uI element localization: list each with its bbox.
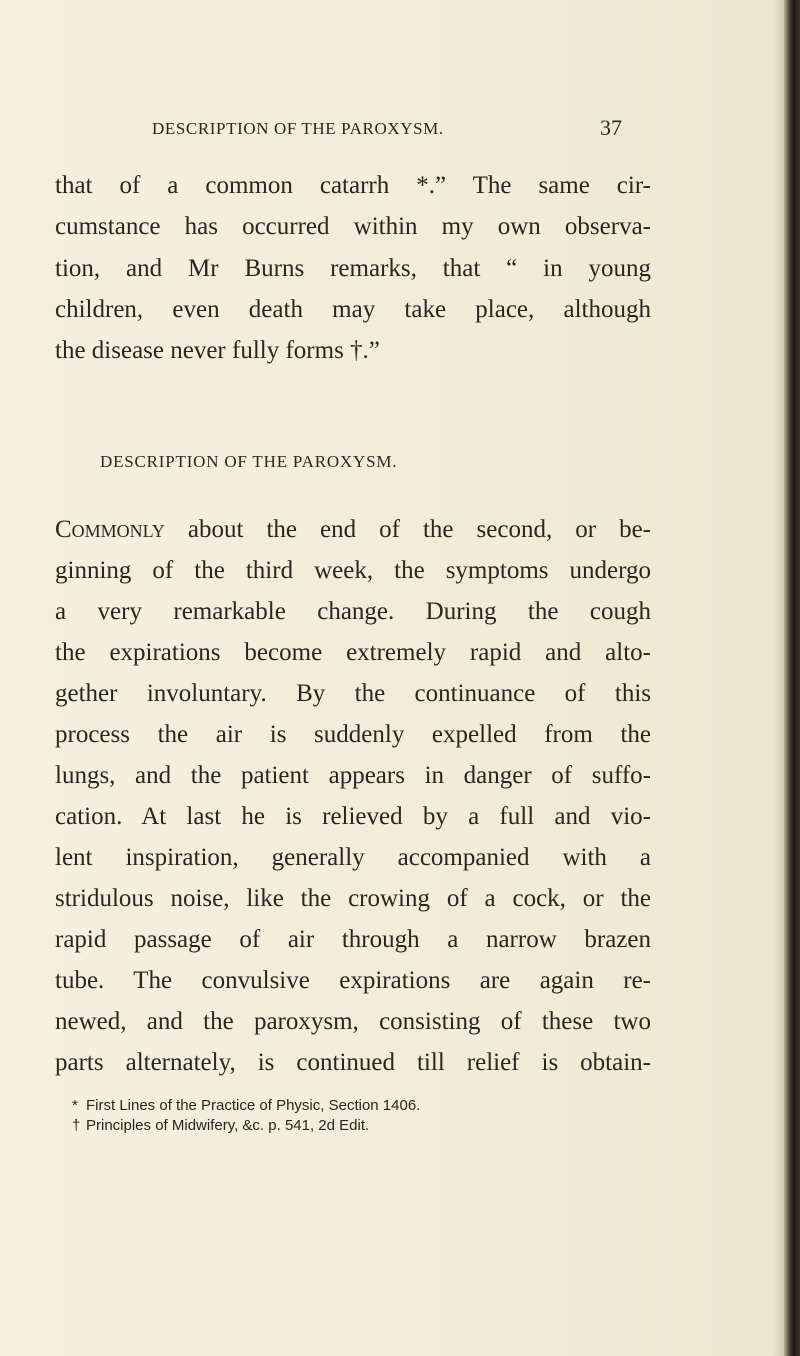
text-line: lungs, and the patient appears in danger of suffo- <box>55 762 651 789</box>
page-number: 37 <box>600 115 622 140</box>
footnote-text: Principles of Midwifery, &c. p. 541, 2d Edit. <box>86 1117 370 1134</box>
footnote-mark: † <box>72 1117 81 1134</box>
section-heading: DESCRIPTION OF THE PAROXYSM. <box>100 452 398 471</box>
footnote <box>72 1096 652 1116</box>
text-line-first <box>55 515 651 545</box>
text-line: ginning of the third week, the symptoms undergo <box>55 557 651 584</box>
text-line: parts alternately, is continued till relief is obtain- <box>55 1049 651 1076</box>
text-line: rapid passage of air through a narrow brazen <box>55 926 651 953</box>
text-line: process the air is suddenly expelled from the <box>55 721 651 748</box>
text-line: newed, and the paroxysm, consisting of these two <box>55 1008 651 1035</box>
text-line: the disease never fully forms †.” <box>55 337 380 364</box>
text-line: cation. At last he is relieved by a full and vio- <box>55 803 651 830</box>
book-spine-edge <box>784 0 800 1356</box>
gutter-shadow <box>772 0 784 1356</box>
footnote <box>72 1116 652 1136</box>
text-line: cumstance has occurred within my own observa- <box>55 213 651 240</box>
text-line: tube. The convulsive expirations are again re- <box>55 967 651 994</box>
text-line: that of a common catarrh *.” The same cir- <box>55 172 651 199</box>
text-line: the expirations become extremely rapid and alto- <box>55 639 651 666</box>
footnote-text: First Lines of the Practice of Physic, Section 1406. <box>86 1097 421 1114</box>
text-line: tion, and Mr Burns remarks, that “ in young <box>55 255 651 282</box>
footnotes <box>72 1096 652 1136</box>
footnote-mark: * <box>72 1097 78 1114</box>
drop-word: Commonly <box>55 516 165 543</box>
text-line: a very remarkable change. During the cough <box>55 598 651 625</box>
first-line-rest: about the end of the second, or be- <box>164 516 651 543</box>
page-header <box>0 117 800 141</box>
text-line: stridulous noise, like the crowing of a cock, or the <box>55 885 651 912</box>
text-line: gether involuntary. By the continuance of this <box>55 680 651 707</box>
running-head: DESCRIPTION OF THE PAROXYSM. <box>152 119 444 138</box>
text-line: lent inspiration, generally accompanied with a <box>55 844 651 871</box>
text-line: children, even death may take place, although <box>55 296 651 323</box>
